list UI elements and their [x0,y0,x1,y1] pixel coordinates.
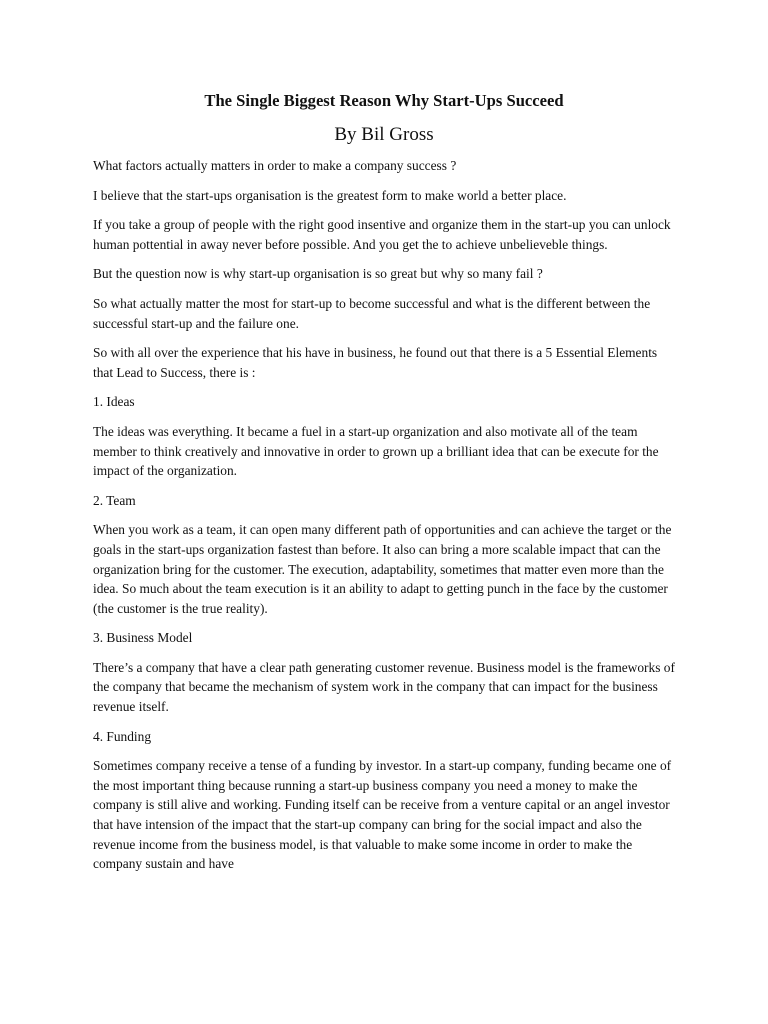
section-heading-team: 2. Team [93,492,136,508]
paragraph: I believe that the start-ups organisation is the greatest form to make world a better place. [93,187,567,203]
paragraph: If you take a group of people with the right good insentive and organize them in the start-up you can unlock human pottential in away never before possible. And you get the to achieve unbelieveble things. [93,217,671,252]
paragraph: So what actually matter the most for start-up to become successful and what is the different between the successful start-up and the failure one. [93,295,651,331]
document-title: The Single Biggest Reason Why Start-Ups Succeed [204,91,564,110]
section-heading-ideas: 1. Ideas [93,394,135,410]
paragraph: So with all over the experience that his have in business, he found out that there is a 5 Essential Elements that Lead to Success, there is : [93,345,658,380]
document-author: By Bil Gross [334,124,434,145]
section-heading-funding: 4. Funding [93,728,152,744]
paragraph: Sometimes company receive a tense of a funding by investor. In a start-up company, funding became one of the most important thing because running a start-up business company you need a money to make the company is still alive and working. Funding itself can be receive from a venture capital or an angel investor that have intension of the impact that the start-up company can bring for the social impact and also the revenue income from the business model, is that valuable to make some income in order to make the company sustain and have [93,758,672,872]
section-heading-business-model: 3. Business Model [93,630,193,646]
paragraph: There’s a company that have a clear path generating customer revenue. Business model is the frameworks of the company that became the mechanism of system work in the company that can impact for the business revenue itself. [93,659,675,715]
paragraph: What factors actually matters in order to make a company success ? [93,158,457,173]
paragraph: When you work as a team, it can open many different path of opportunities and can achieve the target or the goals in the start-ups organization fastest than before. It also can bring a more scalable impact that can the organization bring for the customer. The execution, adaptability, sometimes that matter even more than the idea. So much about the team execution is it an ability to adapt to getting punch in the face by the customer (the customer is the true reality). [93,522,672,616]
document-page [93,0,675,874]
paragraph: But the question now is why start-up organisation is so great but why so many fail ? [93,266,543,282]
paragraph: The ideas was everything. It became a fuel in a start-up organization and also motivate all of the team member to think creatively and innovative in order to grown up a brilliant idea that can be execute for the impact of the organization. [93,423,659,479]
